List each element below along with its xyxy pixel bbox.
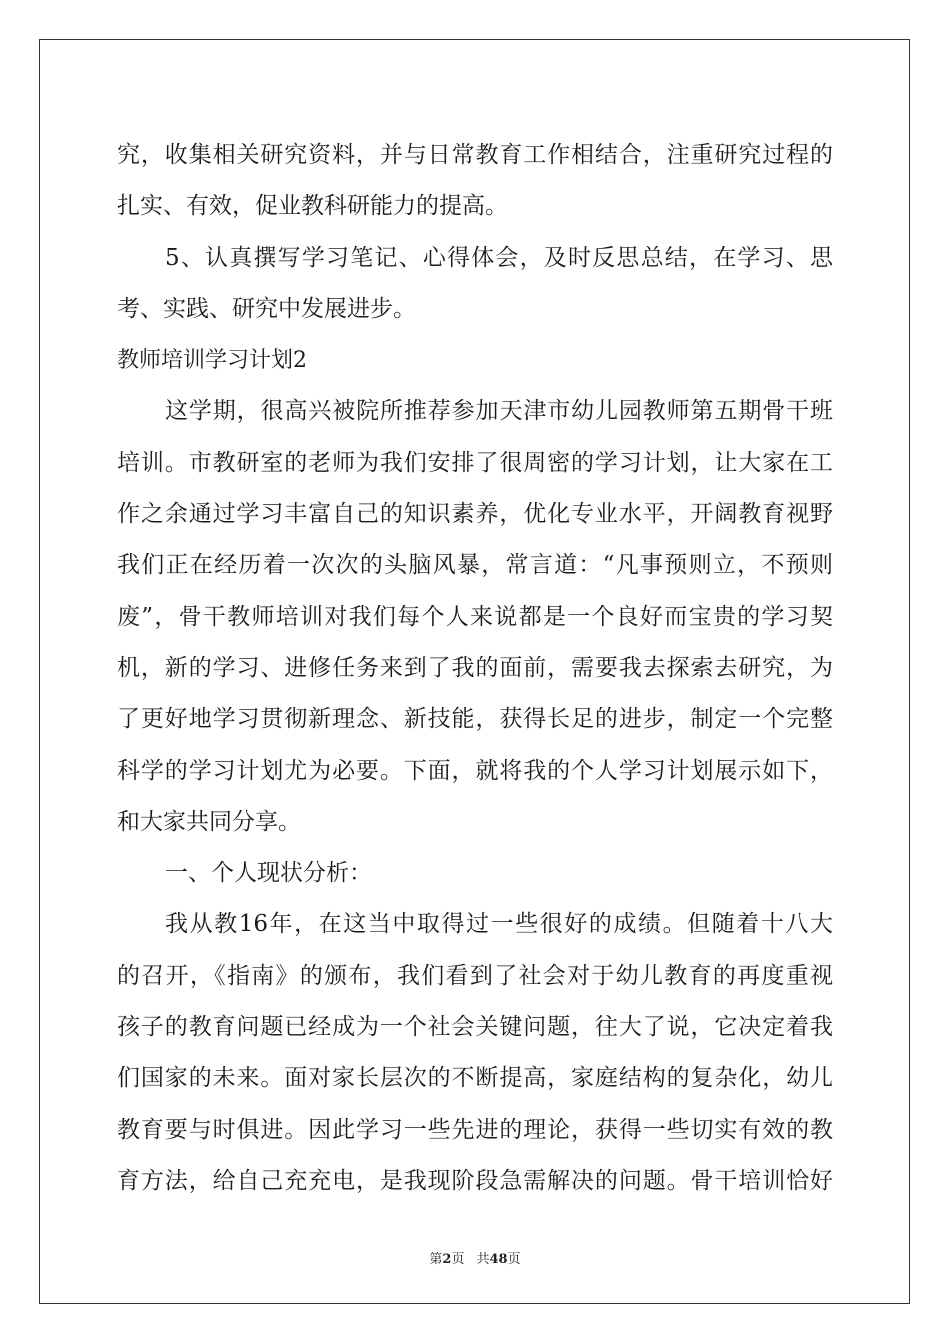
text-line: 的召开，《指南》的颁布，我们看到了社会对于幼儿教育的再度重视 — [117, 962, 833, 989]
section-heading: 教师培训学习计划2 — [117, 348, 307, 374]
page-footer — [0, 1248, 950, 1267]
page-suffix: 页 — [451, 1252, 465, 1267]
text-line: 教育要与时俱进。因此学习一些先进的理论，获得一些切实有效的教 — [117, 1116, 833, 1143]
text-line: 科学的学习计划尤为必要。下面，就将我的个人学习计划展示如下， — [117, 757, 833, 784]
text-line: 和大家共同分享。 — [117, 808, 301, 835]
total-prefix: 共 — [476, 1252, 490, 1267]
document-body — [117, 130, 833, 1207]
text-line: 机，新的学习、进修任务来到了我的面前，需要我去探索去研究，为 — [117, 654, 833, 681]
text-line: 考、实践、研究中发展进步。 — [117, 295, 416, 322]
text-line: 我们正在经历着一次次的头脑风暴，常言道：“凡事预则立，不预则 — [117, 552, 833, 579]
text-line: 培训。市教研室的老师为我们安排了很周密的学习计划，让大家在工 — [117, 449, 833, 476]
page-number: 2 — [442, 1252, 452, 1267]
text-line: 究，收集相关研究资料，并与日常教育工作相结合，注重研究过程的 — [117, 142, 833, 168]
page-prefix: 第 — [429, 1252, 443, 1267]
text-line: 们国家的未来。面对家长层次的不断提高，家庭结构的复杂化，幼儿 — [117, 1065, 833, 1092]
total-suffix: 页 — [507, 1252, 521, 1267]
text-line: 扎实、有效，促业教科研能力的提高。 — [117, 193, 508, 220]
text-line: 我从教16年，在这当中取得过一些很好的成绩。但随着十八大 — [165, 911, 833, 938]
text-line: 废”，骨干教师培训对我们每个人来说都是一个良好而宝贵的学习契 — [117, 603, 833, 630]
text-line: 作之余通过学习丰富自己的知识素养，优化专业水平，开阔教育视野 — [117, 501, 833, 528]
text-line: 育方法，给自己充充电，是我现阶段急需解决的问题。骨干培训恰好 — [117, 1167, 833, 1194]
text-line: 了更好地学习贯彻新理念、新技能，获得长足的进步，制定一个完整 — [117, 706, 833, 733]
subsection-heading: 一、个人现状分析： — [165, 860, 372, 887]
text-line: 5、认真撰写学习笔记、心得体会，及时反思总结，在学习、思 — [165, 244, 833, 271]
total-pages: 48 — [489, 1252, 508, 1267]
text-line: 这学期，很高兴被院所推荐参加天津市幼儿园教师第五期骨干班 — [165, 398, 833, 425]
text-line: 孩子的教育问题已经成为一个社会关键问题，往大了说，它决定着我 — [117, 1014, 833, 1041]
